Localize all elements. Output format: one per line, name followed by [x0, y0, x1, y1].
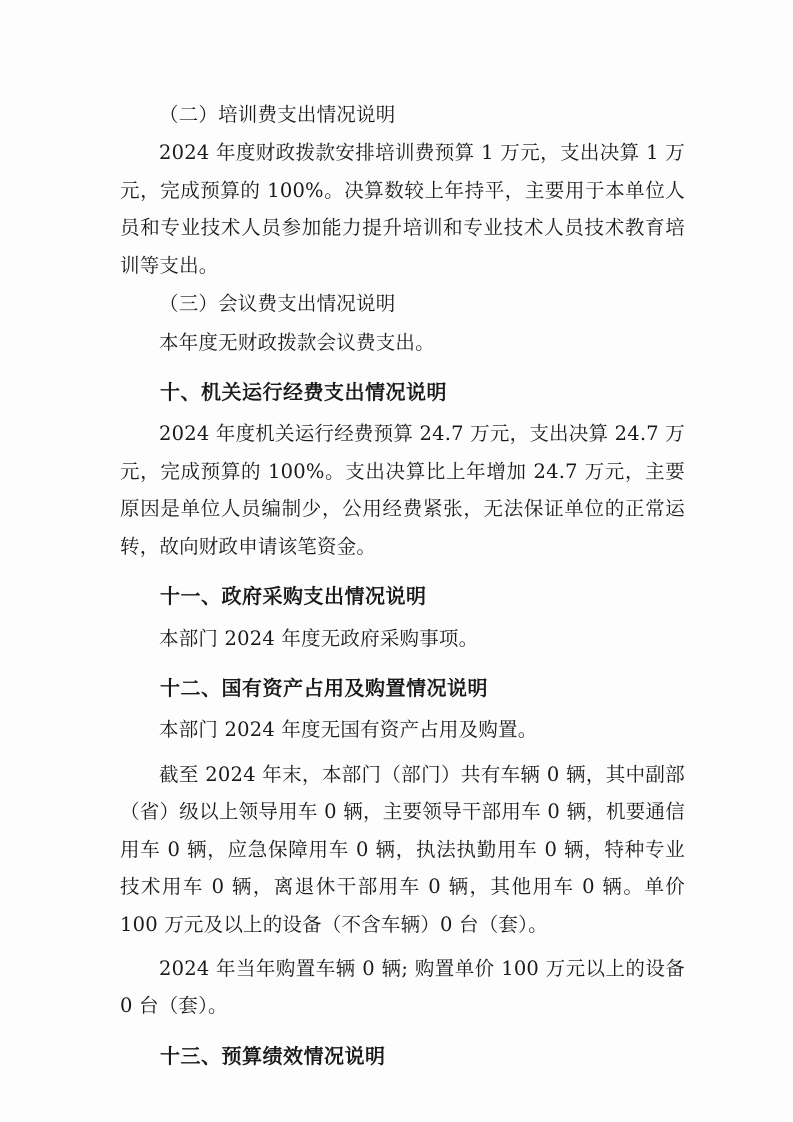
- paragraph-section-11-body: 本部门 2024 年度无政府采购事项。: [159, 626, 479, 650]
- paragraph-section-2-body: 2024 年度财政拨款安排培训费预算 1 万元，支出决算 1 万元，完成预算的 100%。决算数较上年持平，主要用于本单位人员和专业技术人员参加能力提升培训和专业技术人员技术教育培训等支出。: [120, 141, 685, 277]
- document-body: [120, 96, 685, 1075]
- paragraph-section-3-title: （三）会议费支出情况说明: [159, 292, 396, 316]
- paragraph-vehicle-purchase: 2024 年当年购置车辆 0 辆; 购置单价 100 万元以上的设备 0 台（套）。: [120, 957, 685, 1018]
- heading-section-13: 十三、预算绩效情况说明: [160, 1043, 386, 1068]
- paragraph-section-3-body: 本年度无财政拨款会议费支出。: [159, 330, 435, 354]
- heading-section-10: 十、机关运行经费支出情况说明: [160, 380, 447, 405]
- heading-section-12: 十二、国有资产占用及购置情况说明: [160, 676, 488, 701]
- heading-section-11: 十一、政府采购支出情况说明: [160, 584, 427, 609]
- paragraph-section-10-body: 2024 年度机关运行经费预算 24.7 万元，支出决算 24.7 万元，完成预算的 100%。支出决算比上年增加 24.7 万元，主要原因是单位人员编制少，公用经费紧张，无法保证单位的正常运转，故向财政申请该笔资金。: [120, 422, 685, 558]
- paragraph-section-2-title: （二）培训费支出情况说明: [159, 103, 396, 126]
- paragraph-section-12-body: 本部门 2024 年度无国有资产占用及购置。: [159, 718, 538, 742]
- paragraph-vehicle-assets: 截至 2024 年末，本部门（部门）共有车辆 0 辆，其中副部（省）级以上领导用车 0 辆，主要领导干部用车 0 辆，机要通信用车 0 辆，应急保障用车 0 辆，执法执勤用车 0 辆，特种专业技术用车 0 辆，离退休干部用车 0 辆，其他用车 0 辆。单价 100 万元及以上的设备（不含车辆）0 台（套）。: [120, 762, 685, 936]
